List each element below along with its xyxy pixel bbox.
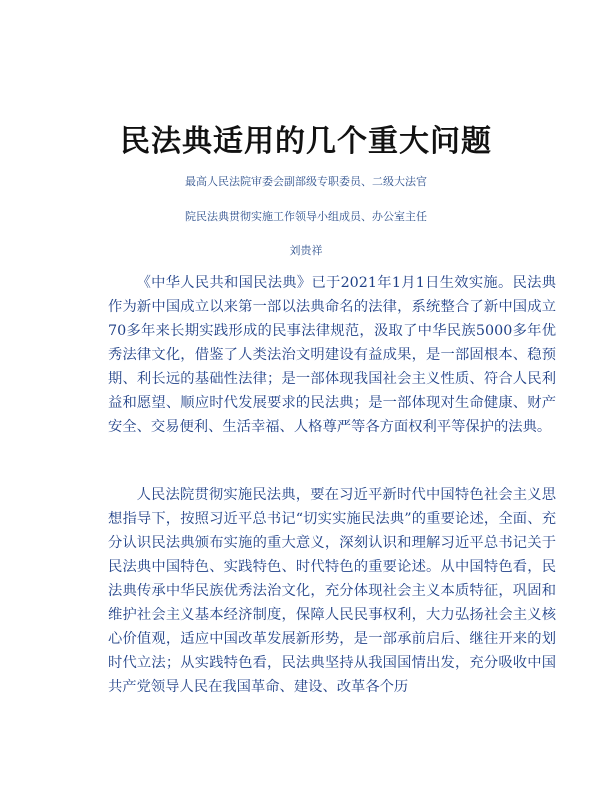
author-title-line-2: 院民法典贯彻实施工作领导小组成员、办公室主任 [185, 210, 427, 223]
body-paragraph-2: 人民法院贯彻实施民法典，要在习近平新时代中国特色社会主义思想指导下，按照习近平总书记“切实实施民法典”的重要论述，全面、充分认识民法典颁布实施的重大意义，深刻认识和理解习近平总书记关于民法典中国特色、实践特色、时代特色的重要论述。从中国特色看，民法典传承中华民族优秀法治文化，充分体现社会主义本质特征，巩固和维护社会主义基本经济制度，保障人民民事权利，大力弘扬社会主义核心价值观，适应中国改革发展新形势，是一部承前启后、继往开来的划时代立法；从实践特色看，民法典坚持从我国国情出发，充分吸收中国共产党领导人民在我国革命、建设、改革各个历 [108, 487, 556, 695]
author-title-line-1: 最高人民法院审委会副部级专职委员、二级大法官 [185, 175, 427, 188]
author-name: 刘贵祥 [289, 244, 323, 257]
article-title: 民法典适用的几个重大问题 [120, 124, 492, 160]
body-paragraph-1: 《中华人民共和国民法典》已于2021年1月1日生效实施。民法典作为新中国成立以来第一部以法典命名的法律，系统整合了新中国成立70多年来长期实践形成的民事法律规范，汲取了中华民族5000多年优秀法律文化，借鉴了人类法治文明建设有益成果，是一部固根本、稳预期、利长远的基础性法律；是一部体现我国社会主义性质、符合人民利益和愿望、顺应时代发展要求的民法典；是一部体现对生命健康、财产安全、交易便利、生活幸福、人格尊严等各方面权利平等保护的法典。 [108, 275, 556, 435]
